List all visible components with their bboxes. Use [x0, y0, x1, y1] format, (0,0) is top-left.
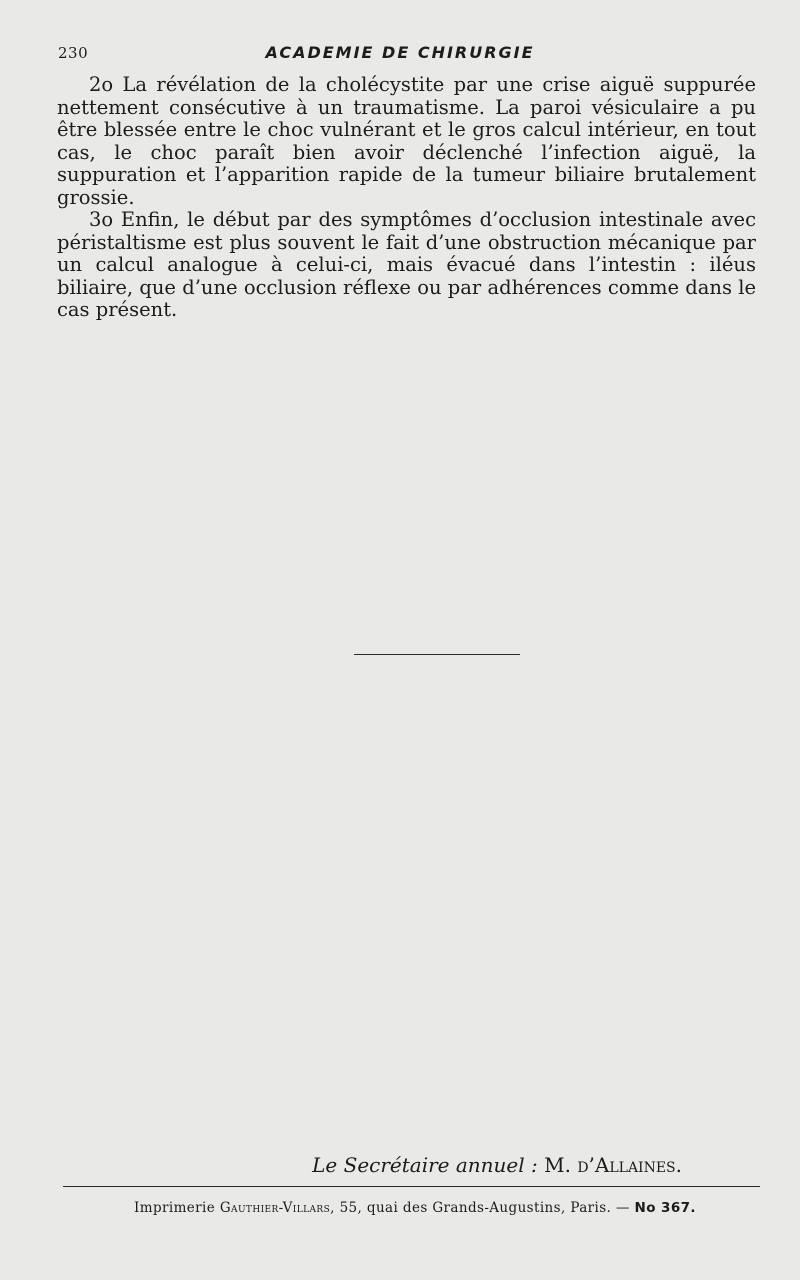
section-separator-rule: [354, 654, 520, 655]
page-number: 230: [58, 44, 89, 62]
imprint-number: No 367.: [634, 1200, 696, 1216]
signature-role: Le Secrétaire annuel :: [312, 1153, 538, 1177]
body-text: [57, 74, 756, 322]
imprint-prefix: Imprimerie: [134, 1200, 216, 1216]
paragraph: 3o Enfin, le début par des symptômes d’occlusion intestinale avec péristaltisme est plus souvent le fait d’une obstruction mécanique par un calcul analogue à celui-ci, mais évacué dans l’intestin : iléus biliaire, que d’une occlusion réflexe ou par adhérences comme dans le cas présent.: [57, 208, 756, 321]
running-title: ACADEMIE DE CHIRURGIE: [265, 43, 535, 62]
printer-imprint: [0, 1200, 800, 1216]
footer-rule: [63, 1186, 760, 1187]
paragraph: 2o La révélation de la cholécystite par une crise aiguë suppurée nettement consécutive à un traumatisme. La paroi vésiculaire a pu être blessée entre le choc vulnérant et le gros calcul intérieur, en tout cas, le choc paraît bien avoir déclenché l’infection aiguë, la suppuration et l’apparition rapide de la tumeur biliaire brutalement grossie.: [57, 73, 756, 209]
imprint-address: 55, quai des Grands-Augustins, Paris. —: [339, 1200, 630, 1216]
signature-name: M. d’Allaines.: [544, 1153, 682, 1177]
imprint-printer-name: Gauthier-Villars,: [219, 1200, 335, 1216]
signature: [312, 1153, 682, 1177]
